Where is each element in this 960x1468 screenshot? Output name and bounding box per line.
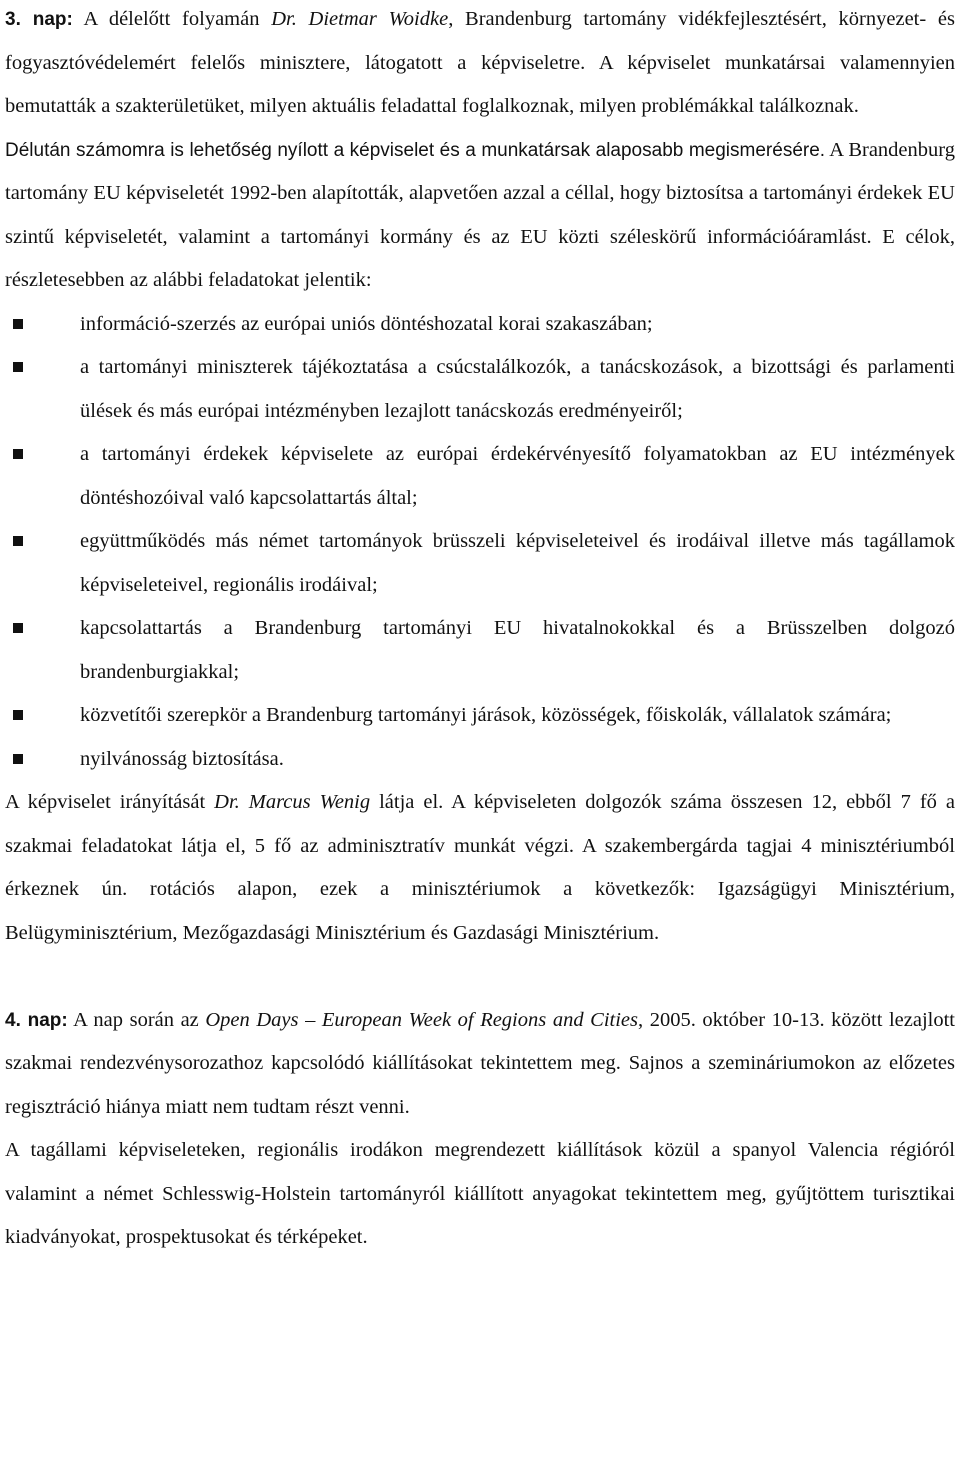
day3-label: 3. nap: (5, 9, 73, 30)
day3-paragraph (5, 0, 955, 129)
exhibitions-paragraph: A tagállami képviseleteken, regionális irodákon megrendezett kiállítások közül a spanyol Valencia régióról valamint a német Schlesswig-Holstein tartományról kiállított anyagokat tekintettem meg, gyűjtöttem turisztikai kiadványokat, prospektusokat és térképeket. (5, 1139, 955, 1248)
day3-intro-a: A délelőtt folyamán (72, 8, 272, 30)
square-bullet-icon (13, 449, 23, 459)
event-name: Open Days – European Week of Regions and Cities (205, 1008, 638, 1031)
task-text: a tartományi érdekek képviselete az európai érdekérvényesítő folyamatokban az EU intézmények döntéshozóival való kapcsolattartás által; (80, 443, 955, 509)
list-item (5, 433, 955, 520)
leadership-paragraph (5, 781, 955, 955)
day4-label: 4. nap: (5, 1009, 68, 1031)
list-item (5, 694, 955, 738)
task-text: információ-szerzés az európai uniós döntéshozatal korai szakaszában; (80, 312, 653, 335)
square-bullet-icon (13, 754, 23, 764)
square-bullet-icon (13, 319, 23, 329)
task-text: kapcsolattartás a Brandenburg tartományi EU hivatalnokokkal és a Brüsszelben dolgozó brandenburgiakkal; (80, 617, 955, 683)
list-item (5, 520, 955, 607)
minister-name: Dr. Dietmar Woidke (271, 8, 449, 30)
section-spacer (5, 955, 955, 999)
leader-details: látja el. A képviseleten dolgozók száma összesen 12, ebből 7 fő a szakmai feladatokat látja el, 5 fő az adminisztratív munkát végzi. A szakembergárda tagjai 4 minisztériumból érkeznek ún. rotációs alapon, ezek a minisztériumok a következők: Igazságügyi Minisztérium, Belügyminisztérium, Mezőgazdasági Minisztérium és Gazdasági Minisztérium. (5, 791, 956, 944)
list-item (5, 346, 955, 433)
list-item (5, 607, 955, 694)
day3-intro-b: , Brandenburg tartomány vidékfejlesztésért, környezet- és fogyasztóvédelemért felelős minisztere, látogatott a képviseletre. A képviselet munkatársai valamennyien bemutatták a szakterületüket, milyen aktuális feladattal foglalkoznak, milyen problémákkal találkoznak. (5, 8, 955, 117)
square-bullet-icon (13, 362, 23, 372)
task-text: a tartományi miniszterek tájékoztatása a csúcstalálkozók, a tanácskozások, a bizottsági és parlamenti ülések és más európai intézményben lezajlott tanácskozás eredményeiről; (80, 356, 955, 422)
square-bullet-icon (13, 623, 23, 633)
square-bullet-icon (13, 710, 23, 720)
representation-founding: A Brandenburg tartomány EU képviseletét 1992-ben alapították, alapvetően azzal a céllal, hogy biztosítsa a tartományi érdekek EU szintű képviseletét, valamint a tartományi kormány és az EU közti széleskörű információáramlást. (5, 138, 955, 248)
task-text: nyilvánosság biztosítása. (80, 747, 284, 770)
afternoon-paragraph (5, 129, 955, 303)
task-list (5, 303, 955, 782)
day4-paragraph (5, 999, 955, 1130)
list-item (5, 738, 955, 782)
leader-name: Dr. Marcus Wenig (214, 791, 371, 813)
task-text: közvetítői szerepkör a Brandenburg tartományi járások, közösségek, főiskolák, vállalatok számára; (80, 704, 892, 726)
afternoon-sentence: Délután számomra is lehetőség nyílott a képviselet és a munkatársak alaposabb megismerésére. (5, 139, 826, 161)
task-text: együttműködés más német tartományok brüsszeli képviseleteivel és irodáival illetve más tagállamok képviseleteivel, regionális irodáival; (80, 530, 955, 596)
tasks-intro: E célok, részletesebben az alábbi feladatokat jelentik: (5, 225, 955, 291)
leader-intro: A képviselet irányítását (5, 791, 215, 813)
square-bullet-icon (13, 536, 23, 546)
day4-intro-b: , 2005. október 10-13. között lezajlott szakmai rendezvénysorozathoz kapcsolódó kiállításokat tekintettem meg. Sajnos a szemináriumokon az előzetes regisztráció hiánya miatt nem tudtam részt venni. (5, 1008, 956, 1118)
list-item (5, 303, 955, 347)
day4-intro-a: A nap során az (67, 1008, 206, 1031)
